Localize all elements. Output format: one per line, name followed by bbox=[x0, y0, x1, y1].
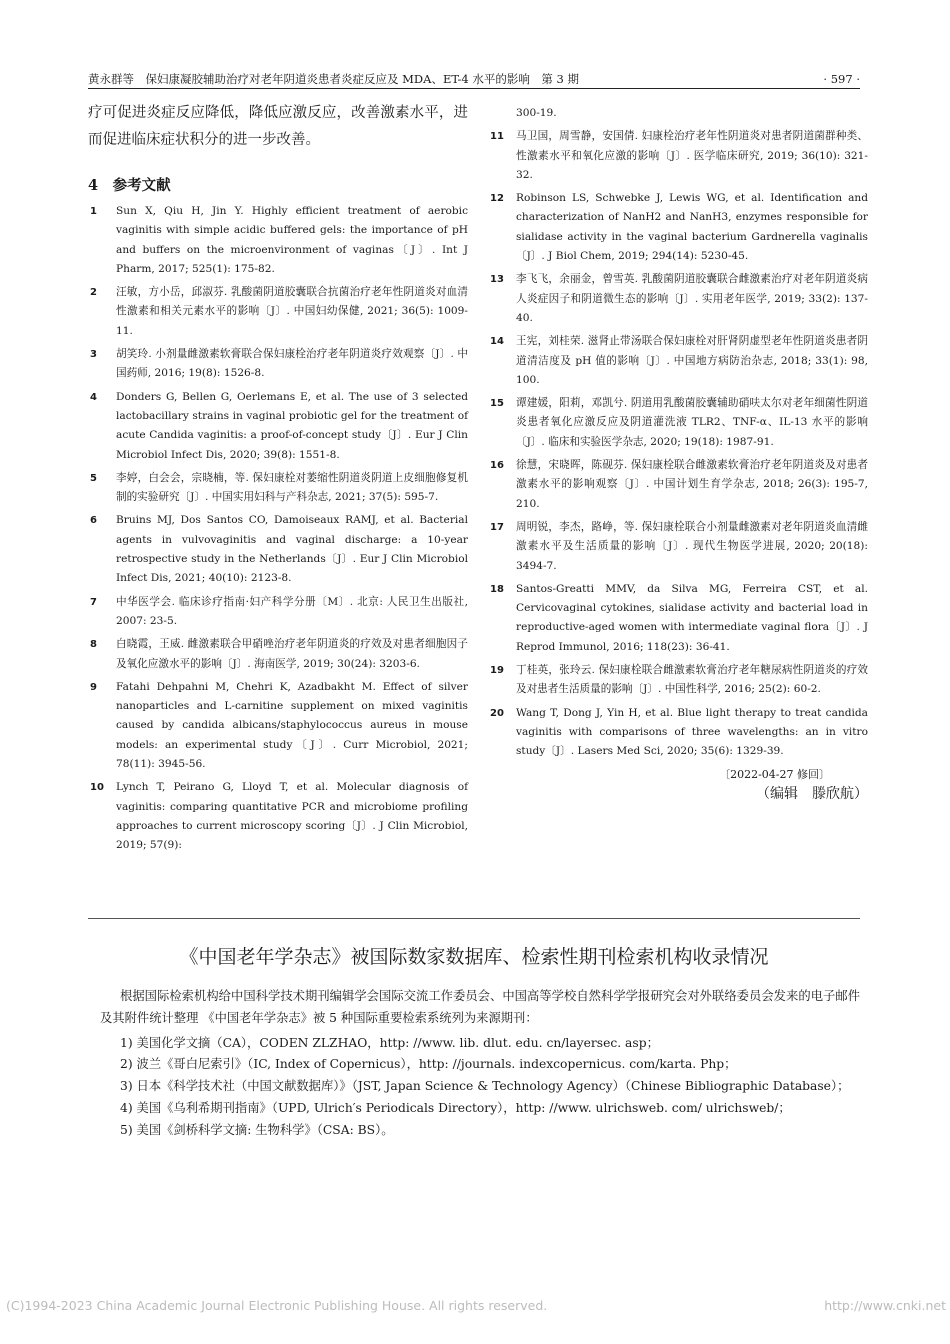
reference-item bbox=[88, 469, 468, 508]
section-divider bbox=[88, 918, 860, 919]
reference-item bbox=[88, 778, 468, 855]
notice-item: 2) 波兰《哥白尼索引》（IC, Index of Copernicus），http: //journals. indexcopernicus. com/karta. Php； bbox=[120, 1057, 737, 1072]
reference-item bbox=[488, 580, 868, 657]
running-header bbox=[88, 70, 860, 89]
notice-body bbox=[100, 986, 860, 1142]
reference-text: 中华医学会. 临床诊疗指南·妇产科学分册〔M〕. 北京: 人民卫生出版社, 2007: 23-5. bbox=[116, 595, 468, 627]
reference-number: 11 bbox=[490, 131, 504, 143]
reference-number: 8 bbox=[90, 639, 97, 651]
reference-item bbox=[88, 678, 468, 774]
reference-number: 4 bbox=[90, 391, 97, 403]
reference-text: Wang T, Dong J, Yin H, et al. Blue light therapy to treat candida vaginitis with comparisons of three wavelengths: an in vitro study〔J〕. Lasers Med Sci, 2020; 35(6): 1329-39. bbox=[516, 706, 868, 758]
reference-item bbox=[488, 270, 868, 328]
reference-item bbox=[488, 661, 868, 700]
references-list-right bbox=[488, 127, 868, 761]
reference-number: 15 bbox=[490, 398, 504, 410]
reference-text: 周明锐，李杰，路峥，等. 保妇康栓联合小剂量雌激素对老年阴道炎血清雌激素水平及生活质量的影响〔J〕. 现代生物医学进展, 2020; 20(18): 3494-7. bbox=[516, 520, 868, 572]
reference-text: 王宪，刘桂荣. 滋肾止带汤联合保妇康栓对肝肾阴虚型老年性阴道炎患者阴道清洁度及 pH 值的影响〔J〕. 中国地方病防治杂志, 2018; 33(1): 98, 100. bbox=[516, 335, 868, 386]
reference-text: Santos-Greatti MMV, da Silva MG, Ferreira CST, et al. Cervicovaginal cytokines, sialidase activity and bacterial load in reproductive-aged women with intermediate vaginal flora〔J〕. J Reprod Immunol, 2016; 118(23): 36-41. bbox=[516, 582, 868, 653]
reference-number: 13 bbox=[490, 274, 504, 286]
reference-text: 李婷，白会会，宗晓楠，等. 保妇康栓对萎缩性阴道炎阴道上皮细胞修复机制的实验研究〔J〕. 中国实用妇科与产科杂志, 2021; 37(5): 595-7. bbox=[116, 471, 468, 504]
notice-item: 4) 美国《乌利希期刊指南》（UPD, Ulrich′s Periodicals Directory），http: //www. ulrichsweb. com/ ulrichsweb/； bbox=[120, 1100, 791, 1115]
reference-item bbox=[88, 283, 468, 341]
notice-title: 《中国老年学杂志》被国际数家数据库、检索性期刊检索机构收录情况 bbox=[179, 946, 769, 968]
reference-text: 李飞飞，余丽金，曾雪英. 乳酸菌阴道胶囊联合雌激素治疗对老年阴道炎病人炎症因子和阴道微生态的影响〔J〕. 实用老年医学, 2019; 33(2): 137-40. bbox=[516, 273, 868, 324]
notice-item: 1) 美国化学文摘（CA），CODEN ZLZHAO，http: //www. lib. dlut. edu. cn/layersec. asp； bbox=[120, 1035, 659, 1050]
reference-text: Lynch T, Peirano G, Lloyd T, et al. Molecular diagnosis of vaginitis: comparing quantitative PCR and microbiome profiling approaches to current microscopy scoring〔J〕. J Clin Microbiol, 2019; 57(9): bbox=[116, 781, 468, 852]
reference-number: 5 bbox=[90, 472, 97, 484]
reference-item bbox=[88, 593, 468, 632]
reference-number: 1 bbox=[90, 206, 97, 217]
reference-item bbox=[488, 332, 868, 390]
notice-intro: 根据国际检索机构给中国科学技术期刊编辑学会国际交流工作委员会、中国高等学校自然科学学报研究会对外联络委员会发来的电子邮件及其附件统计整理 《中国老年学杂志》被 5 种国际重要检索系统列为来源期刊： bbox=[100, 989, 860, 1025]
reference-text: Donders G, Bellen G, Oerlemans E, et al. The use of 3 selected lactobacillary strains in vaginal probiotic gel for the treatment of acute Candida vaginitis: a proof-of-concept study〔J〕. Eur J Clin Microbiol Infect Dis, 2020; 39(8): 1551-8. bbox=[116, 390, 468, 461]
reference-text: 谭建媛，阳莉，邓凯兮. 阴道用乳酸菌胶囊辅助硝呋太尔对老年细菌性阴道炎患者氧化应激反应及阴道灌洗液 TLR2、TNF-α、IL-13 水平的影响〔J〕. 临床和实验医学杂志, 2020; 19(18): 1987-91. bbox=[516, 397, 868, 448]
reference-number: 3 bbox=[90, 349, 97, 361]
reference-text: Bruins MJ, Dos Santos CO, Damoiseaux RAMJ, et al. Bacterial agents in vulvovaginitis and vaginal discharge: a 10-year retrospective study in the Netherlands〔J〕. Eur J Clin Microbiol Infect Dis, 2021; 40(10): 2123-8. bbox=[116, 514, 468, 585]
reference-text: Sun X, Qiu H, Jin Y. Highly efficient treatment of aerobic vaginitis with simple acidic buffered gels: the importance of pH and buffers on the microenvironment of vaginas〔J〕. Int J Pharm, 2017; 525(1): 175-82. bbox=[116, 205, 468, 275]
reference-text: 徐慧，宋晓晖，陈砚芬. 保妇康栓联合雌激素软膏治疗老年阴道炎及对患者激素水平的影响观察〔J〕. 中国计划生育学杂志, 2018; 26(3): 195-7, 210. bbox=[516, 459, 868, 510]
reference-text: 丁桂英，张玲云. 保妇康栓联合雌激素软膏治疗老年糖尿病性阴道炎的疗效及对患者生活质量的影响〔J〕. 中国性科学, 2016; 25(2): 60-2. bbox=[516, 664, 868, 696]
reference-item bbox=[88, 511, 468, 588]
revised-date: 〔2022-04-27 修回〕 bbox=[719, 767, 830, 781]
body-paragraph: 疗可促进炎症反应降低，降低应激反应，改善激素水平，进而促进临床症状积分的进一步改善。 bbox=[88, 105, 468, 148]
reference-number: 12 bbox=[490, 193, 504, 205]
reference-number: 14 bbox=[490, 336, 504, 348]
cnki-url: http://www.cnki.net bbox=[824, 1298, 946, 1313]
reference-item bbox=[488, 394, 868, 452]
left-column bbox=[88, 100, 468, 860]
reference-number: 2 bbox=[90, 287, 97, 299]
reference-item bbox=[488, 518, 868, 576]
reference-item bbox=[488, 127, 868, 185]
reference-item bbox=[88, 202, 468, 279]
reference-continuation: 300-19. bbox=[516, 107, 557, 119]
reference-text: Robinson LS, Schwebke J, Lewis WG, et al. Identification and characterization of NanH2 and NanH3, enzymes responsible for sialidase activity in the vaginal bacterium Gardnerella vaginalis〔J〕. J Biol Chem, 2019; 294(14): 5230-45. bbox=[516, 192, 868, 263]
reference-number: 18 bbox=[490, 583, 504, 595]
reference-item bbox=[88, 635, 468, 674]
references-list-left bbox=[88, 202, 468, 856]
notice-item: 5) 美国《剑桥科学文摘: 生物科学》（CSA: BS）。 bbox=[120, 1122, 394, 1137]
reference-number: 20 bbox=[490, 707, 504, 719]
reference-text: 胡笑玲. 小剂量雌激素软膏联合保妇康栓治疗老年阴道炎疗效观察〔J〕. 中国药师, 2016; 19(8): 1526-8. bbox=[116, 348, 468, 380]
reference-number: 7 bbox=[90, 596, 97, 608]
reference-text: 汪敏，方小岳，邱淑芬. 乳酸菌阴道胶囊联合抗菌治疗老年性阴道炎对血清性激素和相关元素水平的影响〔J〕. 中国妇幼保健, 2021; 36(5): 1009-11. bbox=[116, 286, 468, 337]
reference-text: 白晓霞，王威. 雌激素联合甲硝唑治疗老年阴道炎的疗效及对患者细胞因子及氧化应激水平的影响〔J〕. 海南医学, 2019; 30(24): 3203-6. bbox=[116, 638, 468, 670]
reference-number: 10 bbox=[90, 782, 104, 794]
reference-item bbox=[88, 345, 468, 384]
right-column bbox=[488, 100, 868, 804]
reference-number: 6 bbox=[90, 515, 97, 527]
reference-item bbox=[488, 189, 868, 266]
copyright-text: (C)1994-2023 China Academic Journal Electronic Publishing House. All rights reserved. bbox=[6, 1298, 548, 1313]
reference-item bbox=[488, 456, 868, 514]
reference-item bbox=[88, 388, 468, 465]
reference-text: Fatahi Dehpahni M, Chehri K, Azadbakht M. Effect of silver nanoparticles and L-carnitine supplement on mixed vaginitis caused by candida albicans/staphylococcus aureus in mouse models: an experimental study〔J〕. Curr Microbiol, 2021; 78(11): 3945-56. bbox=[116, 680, 468, 771]
reference-number: 9 bbox=[90, 681, 97, 693]
reference-number: 17 bbox=[490, 521, 504, 533]
notice-item: 3) 日本《科学技术社（中国文献数据库）》（JST, Japan Science & Technology Agency）（Chinese Bibliographic Database）； bbox=[120, 1079, 850, 1094]
page-number: · 597 · bbox=[823, 72, 860, 86]
editor-credit: （编辑 滕欣航） bbox=[756, 785, 868, 802]
reference-item bbox=[488, 704, 868, 762]
reference-number: 16 bbox=[490, 460, 504, 472]
reference-number: 19 bbox=[490, 665, 504, 677]
reference-text: 马卫国，周雪静，安国倩. 妇康栓治疗老年性阴道炎对患者阴道菌群种类、性激素水平和氧化应激的影响〔J〕. 医学临床研究, 2019; 36(10): 321-32. bbox=[516, 130, 868, 181]
references-heading: 4 参考文献 bbox=[88, 177, 171, 194]
running-title: 黄永群等 保妇康凝胶辅助治疗对老年阴道炎患者炎症反应及 MDA、ET-4 水平的影响 第 3 期 bbox=[88, 72, 580, 86]
